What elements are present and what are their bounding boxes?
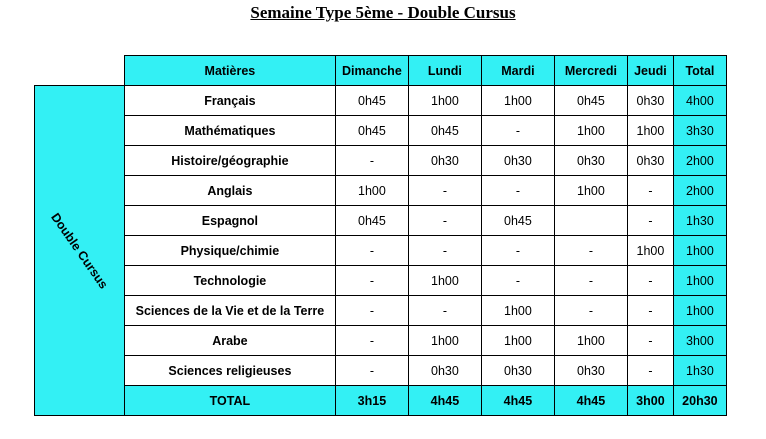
time-cell: 0h30 [554,146,627,176]
time-cell: 1h00 [408,86,481,116]
subject-cell: Arabe [124,326,335,356]
time-cell: 0h45 [335,86,408,116]
time-cell: - [554,296,627,326]
time-cell: 1h00 [554,176,627,206]
time-cell: - [408,206,481,236]
time-cell: - [554,236,627,266]
total-cell: 3h00 [627,386,673,416]
row-total-cell: 2h00 [673,176,726,206]
time-cell: 0h45 [554,86,627,116]
header-cell: Mercredi [554,56,627,86]
side-label: Double Cursus [48,210,111,291]
subject-cell: Mathématiques [124,116,335,146]
time-cell: 1h00 [481,86,554,116]
time-cell: - [335,356,408,386]
time-cell: 0h45 [335,116,408,146]
table-row [35,116,727,146]
subject-cell: Histoire/géographie [124,146,335,176]
time-cell: - [335,266,408,296]
schedule-table [34,55,727,416]
time-cell: 0h45 [335,206,408,236]
table-row [35,266,727,296]
time-cell: 0h30 [627,86,673,116]
time-cell: 0h45 [408,116,481,146]
time-cell: - [627,176,673,206]
row-total-cell: 2h00 [673,146,726,176]
time-cell: 1h00 [481,296,554,326]
time-cell: 1h00 [408,266,481,296]
subject-cell: Anglais [124,176,335,206]
time-cell: 0h45 [481,206,554,236]
table-row [35,206,727,236]
subject-cell: Français [124,86,335,116]
header-cell: Total [673,56,726,86]
time-cell: - [481,266,554,296]
time-cell: - [627,266,673,296]
row-total-cell: 1h00 [673,236,726,266]
row-total-cell: 1h30 [673,356,726,386]
table-row [35,236,727,266]
row-total-cell: 1h00 [673,296,726,326]
row-total-cell: 1h30 [673,206,726,236]
table-row [35,176,727,206]
time-cell: 0h30 [408,146,481,176]
row-total-cell: 4h00 [673,86,726,116]
total-cell: 4h45 [408,386,481,416]
table-row [35,356,727,386]
time-cell: 0h30 [554,356,627,386]
total-cell: 4h45 [554,386,627,416]
time-cell: - [481,116,554,146]
table-row [35,296,727,326]
time-cell: - [627,356,673,386]
time-cell: - [481,236,554,266]
subject-cell: Physique/chimie [124,236,335,266]
time-cell: 0h30 [481,146,554,176]
time-cell: - [335,296,408,326]
time-cell: 1h00 [335,176,408,206]
table-row [35,326,727,356]
time-cell: 1h00 [554,116,627,146]
row-total-cell: 3h30 [673,116,726,146]
time-cell: 1h00 [408,326,481,356]
total-cell: 4h45 [481,386,554,416]
total-label-cell: TOTAL [124,386,335,416]
time-cell: 1h00 [554,326,627,356]
time-cell: 0h30 [627,146,673,176]
row-total-cell: 1h00 [673,266,726,296]
subject-cell: Sciences de la Vie et de la Terre [124,296,335,326]
header-cell: Jeudi [627,56,673,86]
time-cell: - [627,296,673,326]
subject-cell: Sciences religieuses [124,356,335,386]
page-title: Semaine Type 5ème - Double Cursus [250,3,516,22]
table-row [35,146,727,176]
header-row [35,56,727,86]
time-cell: 1h00 [627,116,673,146]
header-cell: Dimanche [335,56,408,86]
side-label-cell [35,86,125,416]
time-cell: - [481,176,554,206]
header-cell: Lundi [408,56,481,86]
subject-cell: Espagnol [124,206,335,236]
time-cell: - [627,326,673,356]
time-cell: - [408,236,481,266]
total-cell: 20h30 [673,386,726,416]
header-cell: Mardi [481,56,554,86]
time-cell [554,206,627,236]
table-row [35,86,727,116]
empty-corner [35,56,125,86]
time-cell: 0h30 [481,356,554,386]
total-cell: 3h15 [335,386,408,416]
header-cell: Matières [124,56,335,86]
time-cell: - [408,176,481,206]
time-cell: - [554,266,627,296]
time-cell: 1h00 [481,326,554,356]
time-cell: 0h30 [408,356,481,386]
subject-cell: Technologie [124,266,335,296]
time-cell: - [335,146,408,176]
time-cell: - [335,236,408,266]
time-cell: 1h00 [627,236,673,266]
row-total-cell: 3h00 [673,326,726,356]
total-row [35,386,727,416]
time-cell: - [627,206,673,236]
time-cell: - [408,296,481,326]
time-cell: - [335,326,408,356]
